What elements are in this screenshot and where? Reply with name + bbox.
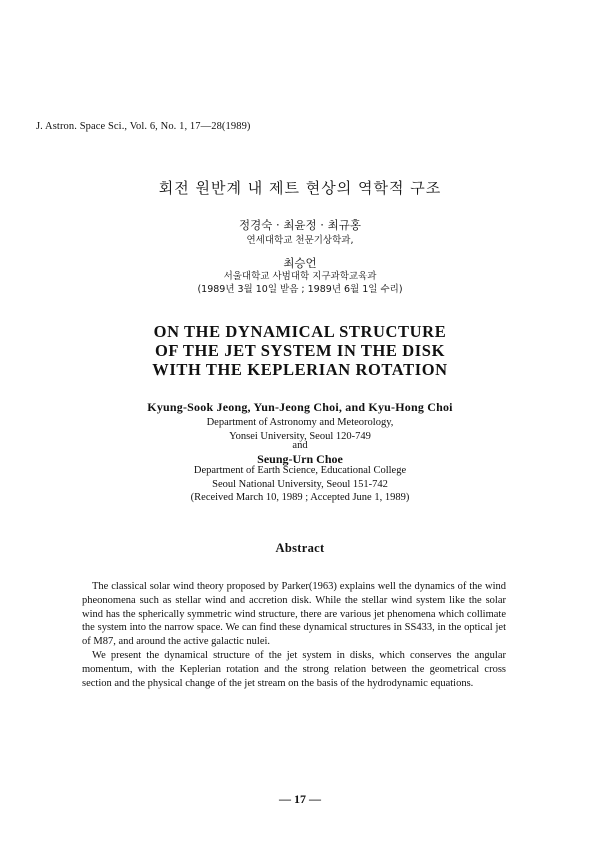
page-number: — 17 —	[279, 792, 321, 806]
abstract-heading: Abstract	[275, 541, 325, 555]
korean-authors: 정경숙 · 최윤정 · 최규홍	[239, 218, 361, 232]
korean-dates: (1989년 3월 10일 받음 ; 1989년 6월 1일 수리)	[197, 284, 403, 295]
and-separator: and	[292, 440, 308, 451]
english-author-2: Seung-Urn Choe	[257, 452, 343, 466]
english-title	[0, 322, 600, 379]
english-affiliation-2	[0, 464, 600, 505]
korean-affiliation-2: 서울대학교 사범대학 지구과학교육과	[223, 271, 377, 282]
affiliation-line: Yonsei University, Seoul 120-749	[229, 430, 371, 442]
journal-citation: J. Astron. Space Sci., Vol. 6, No. 1, 17—28(1989)	[36, 121, 251, 132]
korean-affiliation-1: 연세대학교 천문기상학과,	[246, 235, 354, 246]
korean-author-2: 최승언	[283, 256, 317, 270]
english-title-line: ON THE DYNAMICAL STRUCTURE	[153, 322, 447, 341]
korean-title: 회전 원반계 내 제트 현상의 역학적 구조	[158, 179, 442, 197]
affiliation-line: Department of Earth Science, Educational College	[193, 465, 407, 476]
affiliation-line: Department of Astronomy and Meteorology,	[206, 417, 394, 428]
affiliation-line: Seoul National University, Seoul 151-742	[212, 478, 388, 490]
received-dates: (Received March 10, 1989 ; Accepted June 1, 1989)	[190, 492, 410, 503]
abstract-paragraph: We present the dynamical structure of the jet system in disks, which conserves the angular momentum, with the Keplerian rotation and the strong relation between the geometrical cross section and the physical change of the jet stream on the basis of the hydrodynamic equations.	[82, 649, 506, 689]
english-authors: Kyung-Sook Jeong, Yun-Jeong Choi, and Kyu-Hong Choi	[147, 400, 453, 414]
english-affiliation-1	[0, 416, 600, 443]
english-title-line: WITH THE KEPLERIAN ROTATION	[152, 360, 448, 379]
abstract-paragraph: The classical solar wind theory proposed by Parker(1963) explains well the dynamics of the wind pheonomena such as stellar wind and accretion disk. While the stellar wind system like the solar wind has the spherically symmetric wind structure, there are various jet phenomena which collimate the system into the narrow space. We can find these dynamical structures in SS433, in the optical jet of M87, and around the active galactic nulei.	[82, 581, 506, 648]
abstract-body	[82, 580, 506, 690]
english-title-line: OF THE JET SYSTEM IN THE DISK	[154, 341, 446, 360]
